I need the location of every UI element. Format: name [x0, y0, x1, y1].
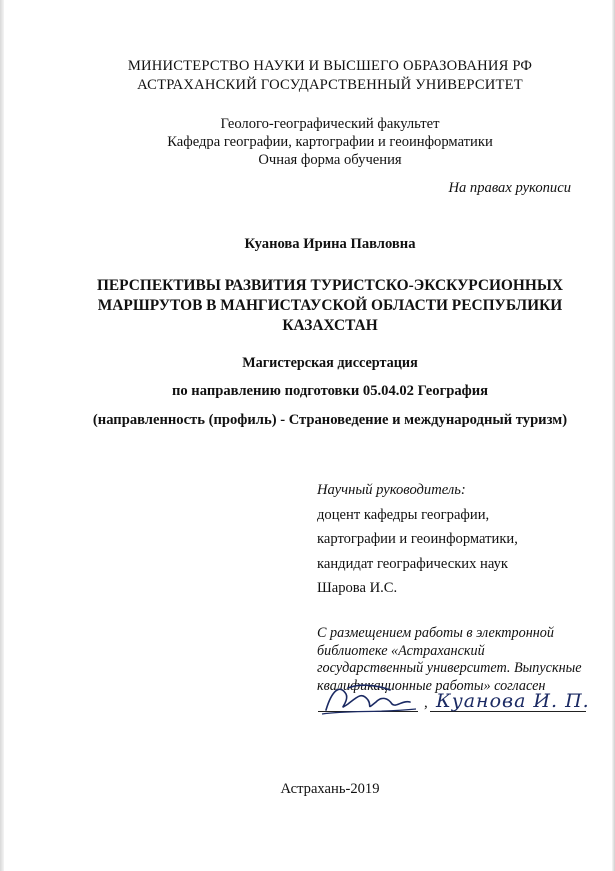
handwritten-signature [318, 680, 422, 722]
work-type: Магистерская диссертация [242, 355, 418, 371]
supervisor-heading: Научный руководитель: [317, 482, 466, 498]
supervisor-name: Шарова И.С. [317, 580, 398, 596]
department-line: Кафедра географии, картографии и геоинформатики [167, 134, 493, 150]
program-profile: (направленность (профиль) - Страноведение и международный туризм) [92, 412, 568, 428]
title-line-1: ПЕРСПЕКТИВЫ РАЗВИТИЯ ТУРИСТСКО-ЭКСКУРСИОННЫХ [96, 277, 564, 294]
handwritten-name: Куанова И. П. [436, 690, 590, 712]
supervisor-line: кандидат географических наук [317, 555, 508, 572]
training-direction: по направлению подготовки 05.04.02 География [171, 383, 489, 399]
consent-line: С размещением работы в электронной [317, 625, 554, 641]
consent-line: государственный университет. Выпускные [317, 660, 582, 676]
supervisor-line: доцент кафедры географии, [317, 506, 490, 523]
title-line-3: КАЗАХСТАН [282, 317, 378, 334]
signature-separator: , [424, 695, 428, 711]
consent-line: библиотеке «Астраханский [317, 642, 485, 659]
supervisor-line: картографии и геоинформатики, [317, 531, 518, 547]
manuscript-note: На правах рукописи [448, 180, 571, 196]
supervisor-block [317, 482, 518, 605]
university-heading: АСТРАХАНСКИЙ ГОСУДАРСТВЕННЫЙ УНИВЕРСИТЕТ [137, 77, 523, 93]
author-name: Куанова Ирина Павловна [244, 236, 416, 252]
study-form-line: Очная форма обучения [258, 152, 402, 168]
title-line-2: МАРШРУТОВ В МАНГИСТАУСКОЙ ОБЛАСТИ РЕСПУБЛИКИ [97, 297, 563, 314]
faculty-line: Геолого-географический факультет [220, 116, 440, 132]
consent-line: квалификационные работы» согласен [317, 677, 546, 694]
ministry-heading: МИНИСТЕРСТВО НАУКИ И ВЫСШЕГО ОБРАЗОВАНИЯ РФ [127, 58, 533, 74]
footer-city-year: Астрахань-2019 [280, 781, 380, 797]
